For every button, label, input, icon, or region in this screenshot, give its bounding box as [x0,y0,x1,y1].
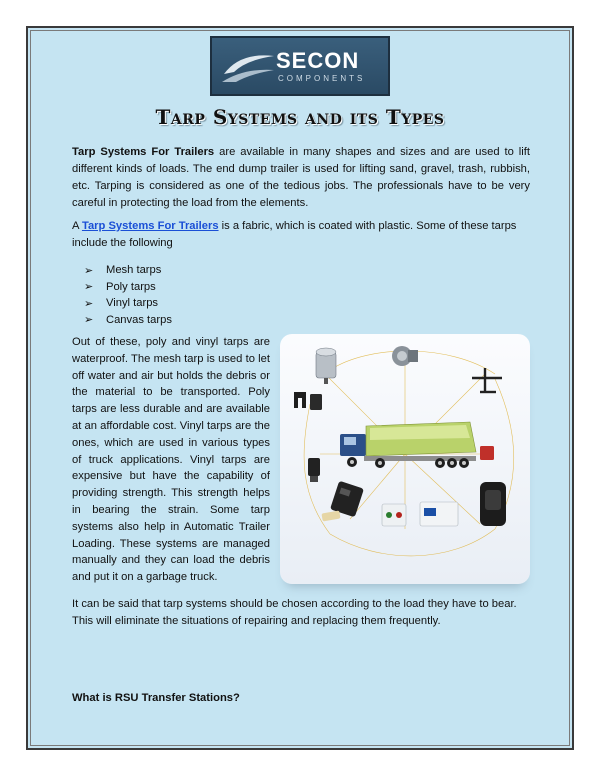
rsu-heading: What is RSU Transfer Stations? [72,692,240,704]
definition-text: is a fabric, which is coated with plastic. Some of these tarps include the following [72,220,517,249]
logo-wordmark: SECON [276,48,360,73]
tarp-systems-link[interactable]: Tarp Systems For Trailers [81,220,219,232]
tarp-types-list [84,262,172,328]
definition-paragraph [72,218,530,252]
tarp-system-diagram-image [280,334,530,584]
swoosh-logo-icon [220,48,276,86]
diagram-illustration [280,334,530,584]
intro-text: are available in many shapes and sizes and are used to lift different kinds of loads. The end dump trailer is used for lifting sand, gravel, trash, rubbish, etc. Tarping is considered as one of the tedious jobs. The professionals have to be very careful in protecting the load from the elements. [72,146,530,209]
list-item [84,295,172,312]
arrow-bullet-icon: ➢ [84,264,94,277]
tarp-comparison-paragraph: Out of these, poly and vinyl tarps are waterproof. The mesh tarp is used to let off water and air but holds the debris or the material to be transported. Poly tarps are less durable and are available at an affordable cost. Vinyl tarps are the ones, which are used in various types of truck applications. Vinyl tarps are expensive but have the capability of providing strength. This strength helps in bearing the strain. Some tarp systems also help in Automatic Trailer Loading. These systems are managed manually and they can load the debris and put it on a garbage truck. [72,336,270,584]
intro-lead: Tarp Systems For Trailers [72,146,215,158]
list-item-label: Poly tarps [106,280,156,293]
conclusion-paragraph: It can be said that tarp systems should be chosen according to the load they have to bear. This will eliminate the situations of repairing and replacing them frequently. [72,598,517,627]
list-item [84,312,172,329]
list-item-label: Mesh tarps [106,264,162,277]
definition-prefix: A [72,220,82,232]
list-item [84,279,172,296]
brand-logo[interactable] [210,36,390,96]
arrow-bullet-icon: ➢ [84,281,94,294]
list-item-label: Vinyl tarps [106,297,159,310]
arrow-bullet-icon: ➢ [84,314,94,327]
page-title: Tarp Systems and its Types [155,105,445,129]
list-item [84,262,172,279]
intro-paragraph [72,144,530,212]
arrow-bullet-icon: ➢ [84,297,94,310]
list-item-label: Canvas tarps [106,313,172,326]
logo-subtitle: COMPONENTS [278,74,366,83]
